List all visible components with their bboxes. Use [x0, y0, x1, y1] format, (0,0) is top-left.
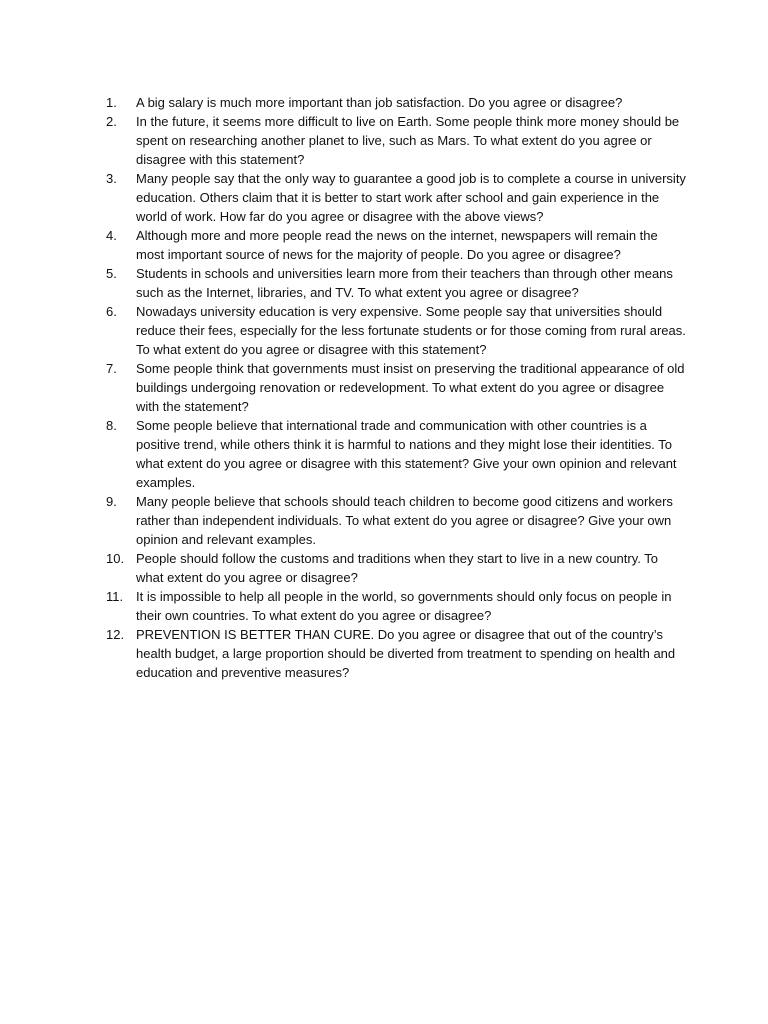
question-text: Some people believe that international trade and communication with other countries is a positive trend, while others think it is harmful to nations and they might lose their identities. To what extent do you agree or disagree with this statement? Give your own opinion and relevant examples. [136, 418, 677, 490]
question-item-5 [106, 264, 686, 302]
question-number: 12. [106, 627, 125, 642]
question-number-wrap [106, 169, 136, 188]
question-number-wrap [106, 492, 136, 511]
question-text: PREVENTION IS BETTER THAN CURE. Do you agree or disagree that out of the country’s health budget, a large proportion should be diverted from treatment to spending on health and education and preventive measures? [136, 627, 676, 680]
question-number-wrap [106, 549, 136, 568]
question-item-4 [106, 226, 686, 264]
question-number: 2. [106, 114, 117, 129]
question-item-10 [106, 549, 686, 587]
question-number: 10. [106, 551, 125, 566]
question-text: Students in schools and universities learn more from their teachers than through other means such as the Internet, libraries, and TV. To what extent you agree or disagree? [136, 266, 673, 300]
question-number: 11. [106, 589, 124, 604]
question-number-wrap [106, 264, 136, 283]
question-list [106, 93, 686, 682]
question-item-12 [106, 625, 686, 682]
question-item-1 [106, 93, 686, 112]
question-text: Although more and more people read the news on the internet, newspapers will remain the most important source of news for the majority of people. Do you agree or disagree? [136, 228, 658, 262]
question-text: A big salary is much more important than job satisfaction. Do you agree or disagree? [136, 95, 623, 110]
question-number: 8. [106, 418, 117, 433]
question-item-8 [106, 416, 686, 492]
question-number: 7. [106, 361, 117, 376]
question-number-wrap [106, 359, 136, 378]
question-item-6 [106, 302, 686, 359]
question-text: Some people think that governments must insist on preserving the traditional appearance of old buildings undergoing renovation or redevelopment. To what extent do you agree or disagree with the statement? [136, 361, 685, 414]
question-number-wrap [106, 226, 136, 245]
question-number-wrap [106, 302, 136, 321]
question-number-wrap [106, 625, 136, 644]
question-text: People should follow the customs and traditions when they start to live in a new country. To what extent do you agree or disagree? [136, 551, 658, 585]
question-text: It is impossible to help all people in the world, so governments should only focus on people in their own countries. To what extent do you agree or disagree? [136, 589, 672, 623]
question-number: 4. [106, 228, 117, 243]
question-number: 5. [106, 266, 117, 281]
question-text: In the future, it seems more difficult to live on Earth. Some people think more money should be spent on researching another planet to live, such as Mars. To what extent do you agree or disagree with this statement? [136, 114, 680, 167]
question-number-wrap [106, 416, 136, 435]
question-number: 1. [106, 95, 117, 110]
question-text: Many people say that the only way to guarantee a good job is to complete a course in university education. Others claim that it is better to start work after school and gain experience in the world of work. How far do you agree or disagree with the above views? [136, 171, 686, 224]
question-number: 3. [106, 171, 117, 186]
question-number-wrap [106, 93, 136, 112]
question-item-3 [106, 169, 686, 226]
question-number-wrap [106, 587, 136, 606]
question-number-wrap [106, 112, 136, 131]
question-text: Nowadays university education is very expensive. Some people say that universities should reduce their fees, especially for the less fortunate students or for those coming from rural areas. To what extent do you agree or disagree with this statement? [136, 304, 686, 357]
question-item-9 [106, 492, 686, 549]
question-number: 6. [106, 304, 117, 319]
question-item-2 [106, 112, 686, 169]
question-item-7 [106, 359, 686, 416]
question-item-11 [106, 587, 686, 625]
question-number: 9. [106, 494, 117, 509]
question-text: Many people believe that schools should teach children to become good citizens and workers rather than independent individuals. To what extent do you agree or disagree? Give your own opinion and relevant examples. [136, 494, 673, 547]
